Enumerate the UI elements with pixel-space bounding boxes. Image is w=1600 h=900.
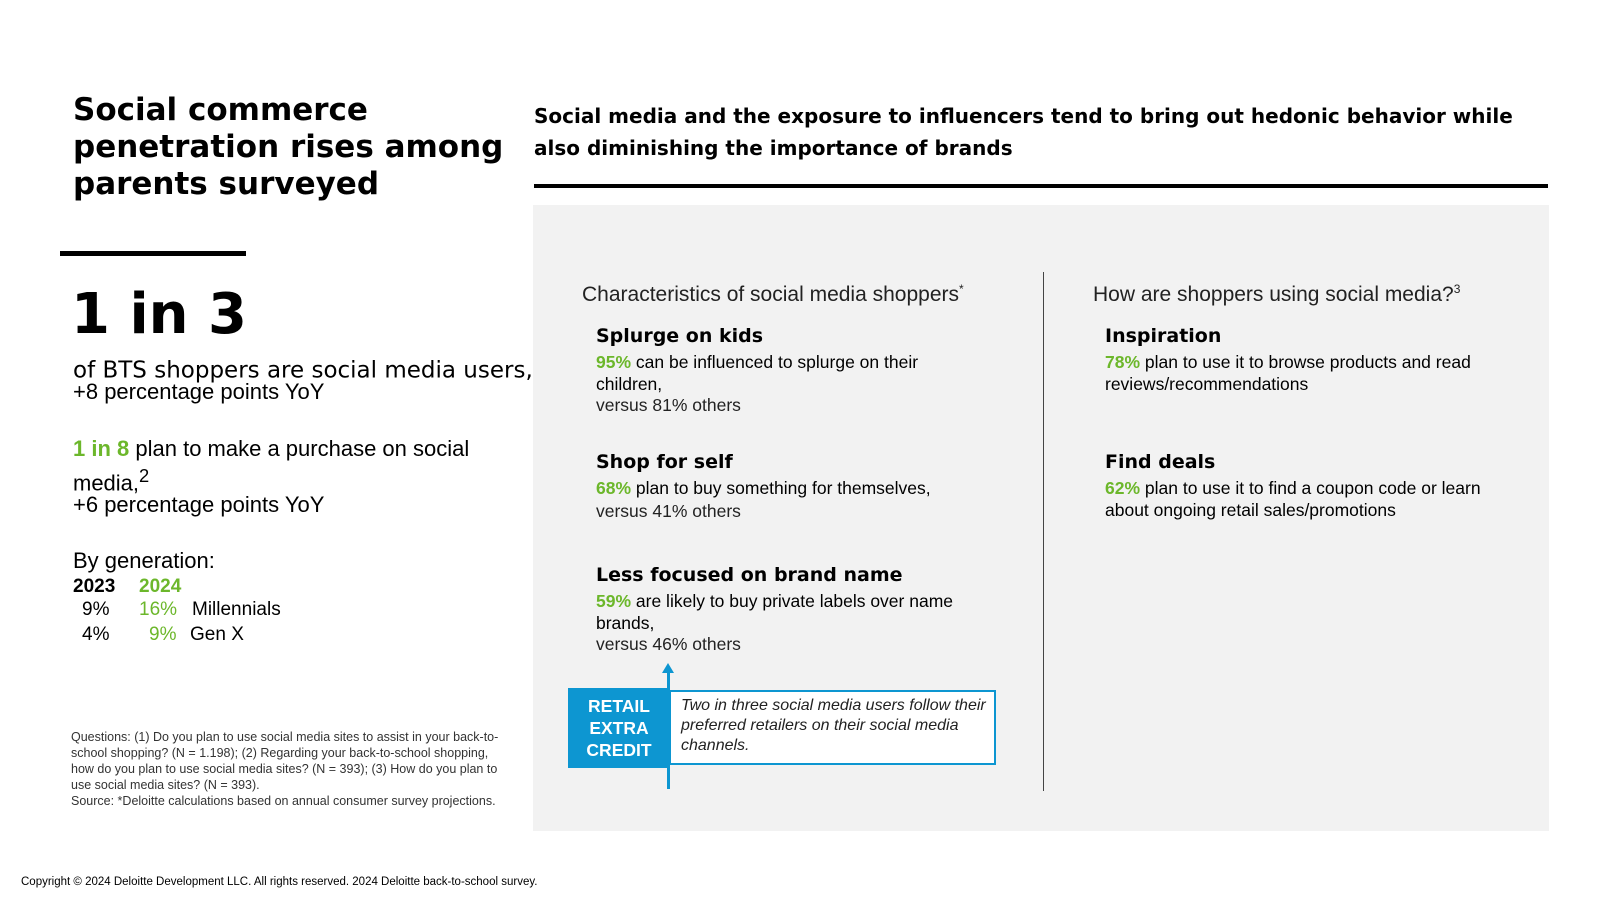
characteristic-text bbox=[596, 478, 976, 500]
footnote-ref: * bbox=[959, 282, 964, 296]
characteristic-heading: Less focused on brand name bbox=[596, 564, 903, 586]
usage-desc: plan to use it to browse products and read reviews/recommendations bbox=[1105, 352, 1471, 394]
characteristic-desc: can be influenced to splurge on their children, bbox=[596, 352, 919, 394]
plan-yoy: +6 percentage points YoY bbox=[73, 492, 325, 517]
badge-line: CREDIT bbox=[586, 740, 652, 760]
gen-year-2024: 2024 bbox=[139, 576, 182, 597]
characteristic-versus: versus 41% others bbox=[596, 501, 741, 521]
usage-text bbox=[1105, 352, 1505, 395]
usage-heading bbox=[1093, 274, 1460, 310]
footnote-questions: Questions: (1) Do you plan to use social media sites to assist in your back-to-school shopping? (N = 1.198); (2) Regarding your back-to-school shopping, how do you plan to use social media sites? (N = 393); (3) How do you plan to use social media sites? (N = 393). bbox=[71, 730, 499, 792]
characteristic-versus: versus 81% others bbox=[596, 395, 741, 415]
plan-text: plan to make a purchase on social media, bbox=[73, 436, 470, 496]
panel-title-rule bbox=[534, 184, 1548, 188]
usage-pct: 62% bbox=[1105, 478, 1141, 498]
retail-extra-credit-text: Two in three social media users follow their preferred retailers on their social media channels. bbox=[681, 697, 986, 754]
characteristics-heading-text: Characteristics of social media shoppers bbox=[582, 283, 959, 306]
big-stat: 1 in 3 bbox=[71, 282, 247, 347]
usage-desc: plan to use it to find a coupon code or learn about ongoing retail sales/promotions bbox=[1105, 478, 1481, 520]
gen-name: Millennials bbox=[192, 599, 281, 620]
characteristic-pct: 95% bbox=[596, 352, 632, 372]
characteristic-pct: 68% bbox=[596, 478, 632, 498]
footnote bbox=[71, 729, 511, 809]
gen-year-2023: 2023 bbox=[73, 576, 116, 597]
characteristic-heading: Splurge on kids bbox=[596, 325, 764, 347]
characteristic-heading: Shop for self bbox=[596, 451, 733, 473]
usage-text bbox=[1105, 478, 1505, 521]
panel-title: Social media and the exposure to influencers tend to bring out hedonic behavior while also diminishing the importance of brands bbox=[534, 104, 1513, 160]
footnote-ref: 3 bbox=[1453, 282, 1461, 296]
footnote-ref: 2 bbox=[139, 465, 150, 486]
gen-2023-value: 9% bbox=[82, 599, 110, 620]
characteristic-desc: are likely to buy private labels over name brands, bbox=[596, 591, 954, 633]
callout-connector-line bbox=[667, 672, 670, 789]
characteristic-desc: plan to buy something for themselves, bbox=[635, 478, 931, 498]
usage-heading: Inspiration bbox=[1105, 325, 1222, 347]
gen-2023-value: 4% bbox=[82, 624, 110, 645]
page-title: Social commerce penetration rises among parents surveyed bbox=[73, 92, 504, 202]
title-underline bbox=[60, 251, 246, 256]
gen-2024-value: 9% bbox=[149, 624, 177, 645]
usage-pct: 78% bbox=[1105, 352, 1141, 372]
plan-statement bbox=[73, 435, 493, 496]
retail-extra-credit-badge bbox=[568, 688, 670, 768]
gen-name: Gen X bbox=[190, 624, 244, 645]
usage-heading: Find deals bbox=[1105, 451, 1216, 473]
generation-label: By generation: bbox=[73, 548, 215, 573]
footnote-source: Source: *Deloitte calculations based on annual consumer survey projections. bbox=[71, 794, 496, 808]
badge-line: RETAIL bbox=[588, 696, 650, 716]
characteristic-text bbox=[596, 352, 976, 395]
column-divider bbox=[1043, 272, 1044, 791]
badge-line: EXTRA bbox=[589, 718, 649, 738]
characteristic-pct: 59% bbox=[596, 591, 632, 611]
usage-heading-text: How are shoppers using social media? bbox=[1093, 283, 1454, 306]
arrow-up-icon bbox=[662, 663, 674, 673]
characteristic-text bbox=[596, 591, 976, 634]
stat-description-text: of BTS shoppers are social media users, bbox=[73, 357, 533, 384]
characteristics-heading bbox=[582, 274, 964, 310]
copyright: Copyright © 2024 Deloitte Development LLC. All rights reserved. 2024 Deloitte back-to-school survey. bbox=[21, 876, 538, 888]
gen-2024-value: 16% bbox=[139, 599, 178, 620]
stat-yoy: +8 percentage points YoY bbox=[73, 379, 325, 404]
characteristic-versus: versus 46% others bbox=[596, 634, 741, 654]
plan-highlight: 1 in 8 bbox=[73, 436, 130, 461]
